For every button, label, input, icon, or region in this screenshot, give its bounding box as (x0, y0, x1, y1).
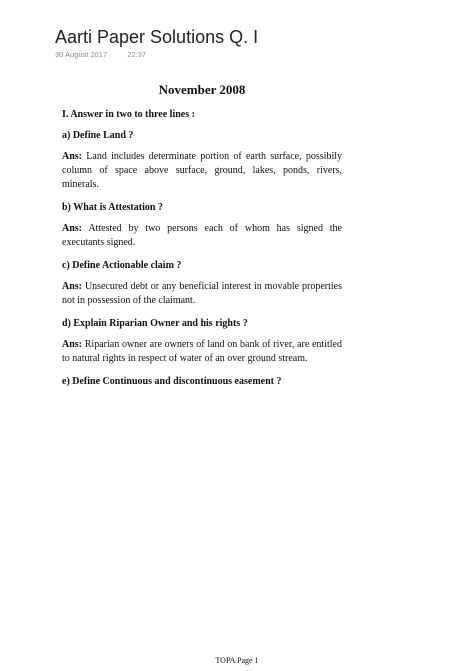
exam-title: November 2008 (158, 82, 246, 97)
answer-text: Riparian owner are owners of land on bank of river, are entitled to natural rights in respect of water of an over ground stream. (62, 339, 342, 364)
answer-a (62, 150, 342, 192)
ans-label: Ans: (62, 339, 83, 350)
ans-label: Ans: (62, 151, 83, 162)
question-e: e) Define Continuous and discontinuous easement ? (62, 376, 282, 387)
ans-label: Ans: (62, 223, 83, 234)
ans-label: Ans: (62, 281, 83, 292)
document-date: 30 August 2017 (55, 50, 108, 59)
answer-c (62, 280, 342, 308)
answer-text: Unsecured debt or any beneficial interest in movable properties not in possession of the claimant. (62, 281, 343, 306)
question-a: a) Define Land ? (62, 130, 134, 141)
question-c: c) Define Actionable claim ? (62, 260, 182, 271)
answer-text: Attested by two persons each of whom has signed the executants signed. (62, 223, 342, 248)
question-d: d) Explain Riparian Owner and his rights ? (62, 318, 248, 329)
document-time: 22:37 (127, 50, 147, 59)
page-content (62, 82, 342, 396)
section-heading: I. Answer in two to three lines : (62, 109, 195, 120)
answer-text: Land includes determinate portion of earth surface, possibily column of space above surface, ground, lakes, ponds, rivers, minerals. (62, 151, 342, 190)
answer-b (62, 222, 342, 250)
answer-d (62, 338, 342, 366)
page-footer: TOPA Page 1 (215, 656, 259, 665)
document-title: Aarti Paper Solutions Q. I (55, 27, 259, 47)
document-meta (55, 50, 435, 59)
document-header (55, 26, 435, 59)
question-b: b) What is Attestation ? (62, 202, 163, 213)
